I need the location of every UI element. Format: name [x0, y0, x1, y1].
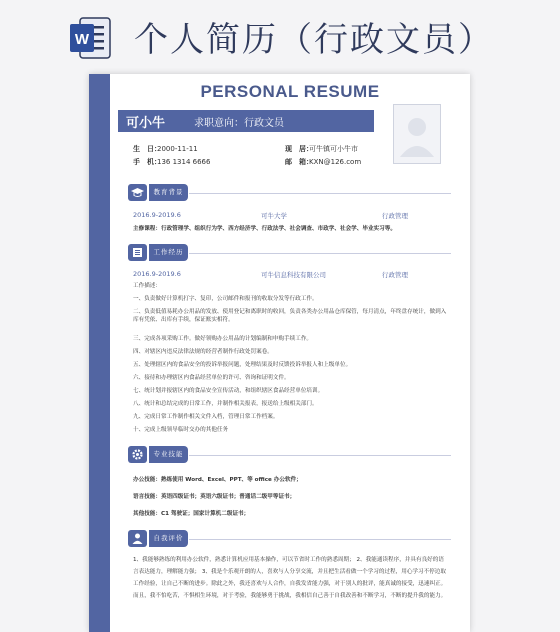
graduation-cap-icon [128, 184, 147, 201]
divider [189, 455, 451, 456]
address-label: 现 居： [285, 145, 313, 153]
birth-value: 2000-11-11 [157, 145, 198, 153]
list-item: 七、统计划并报辖区内的食品安全宣传活动，和组织辖区食品经营单位培训。 [133, 388, 324, 394]
edu-courses: 主修课程：行政管理学、组织行为学、西方经济学、行政法学、社会调查、市政学、社会学、毕业实习等。 [133, 226, 396, 232]
edu-period: 2016.9-2019.6 [133, 211, 181, 219]
section-evaluation [128, 530, 188, 547]
info-phone [133, 157, 210, 167]
banner-title: 个人简历（行政文员） [134, 20, 494, 60]
phone-label: 手 机： [133, 158, 161, 166]
photo-placeholder [393, 104, 441, 164]
resume-page [89, 74, 470, 632]
svg-text:W: W [74, 31, 90, 48]
skills-title: 专业技能 [149, 446, 188, 463]
phone-value: 136 1314 6666 [157, 158, 211, 166]
email-value: KXN@126.com [309, 158, 362, 166]
divider [189, 253, 451, 254]
list-item: 四、对辖区内违反法律法规的经营者制作行政处罚案卷。 [133, 349, 273, 355]
work-desc-label: 工作描述： [133, 283, 161, 289]
section-work [128, 244, 188, 261]
work-company: 可牛信息科技有限公司 [261, 271, 326, 279]
list-item: 二、负责低值易耗办公用品的发放、使用登记和离职时的收回，负责各类办公用品仓库保管，每月清点，年终盘存统计，做到入库有凭依、出库有手续，保证账实相符。 [133, 309, 447, 323]
info-birth [133, 144, 198, 154]
birth-label: 生 日： [133, 145, 161, 153]
resume-heading: PERSONAL RESUME [200, 82, 380, 101]
work-title: 工作经历 [149, 244, 188, 261]
gear-icon [128, 446, 147, 463]
section-skills [128, 446, 188, 463]
evaluation-title: 自我评价 [149, 530, 188, 547]
address-value: 可牛镇可小牛市 [309, 145, 358, 153]
education-title: 教育背景 [149, 184, 188, 201]
list-item: 八、统计和总结完成的日常工作，并制作相关报表，报送给上级相关部门。 [133, 401, 318, 407]
list-item: 六、接待和办理辖区内食品经营单位的许可、咨询和证明文件。 [133, 375, 290, 381]
name-bar [118, 110, 374, 132]
list-item: 三、完成各项采购工作。做好领购办公用品的计划编制和申购手续工作。 [133, 336, 313, 342]
job-intent: 求职意向：行政文员 [194, 118, 284, 129]
work-position: 行政管理 [382, 271, 408, 279]
word-icon [66, 14, 114, 62]
info-address [285, 144, 358, 154]
edu-school: 可牛大学 [261, 212, 287, 220]
evaluation-text: 1、我能够熟练的利用办公软件，熟悉计算机应用基本操作，可以节省时工作的熟悉周期； 2、我能通读程序，并具有良好的语言表达能力，理解能力强； 3、我是个乐观开朗的人，喜欢与人分享交流，并且把生活看做一个学习的过程，用心学习不停边取工作经验，让自己不断的进步。除此之外，我还喜欢与人合作，自我发省能力强，对于别人的批评，能真诚的接受，迅速纠正。而且，我不怕吃苦，不惧相生环境，对于考验，我能够勇于挑战，我相信自己善于自我改善和不断学习，不断的提升我的能力。 [133, 557, 447, 599]
skill-item: 语言技能：英语四级证书；英语六级证书；普通话二级甲等证书； [133, 494, 296, 500]
work-period: 2016.9-2019.6 [133, 270, 181, 278]
avatar-icon [394, 105, 440, 163]
banner [0, 0, 560, 74]
divider [189, 193, 451, 194]
applicant-name: 可小牛 [126, 116, 166, 131]
skill-item: 其他技能：C1 驾驶证；国家计算机二级证书； [133, 511, 250, 517]
list-item: 九、完成日常工作制作相关文件入档，管理日常工作档案。 [133, 414, 279, 420]
divider [189, 539, 451, 540]
list-item: 一、负责做好计算机打字、复印，公司邮件和报刊的收取分发等行政工作。 [133, 296, 318, 302]
sidebar-accent [89, 74, 110, 632]
email-label: 邮 箱： [285, 158, 313, 166]
edu-major: 行政管理 [382, 212, 408, 220]
list-item: 五、处理辖区内的食品安全的投诉举报问题，处理结果及时反馈投诉举报人和上级单位。 [133, 362, 352, 368]
info-email [285, 157, 361, 167]
skill-item: 办公技能：熟练使用 Word、Excel、PPT、等 office 办公软件； [133, 477, 302, 483]
section-education [128, 184, 188, 201]
person-icon [128, 530, 147, 547]
briefcase-icon [128, 244, 147, 261]
list-item: 十、完成上级领导临时交办的其他任务 [133, 427, 229, 433]
